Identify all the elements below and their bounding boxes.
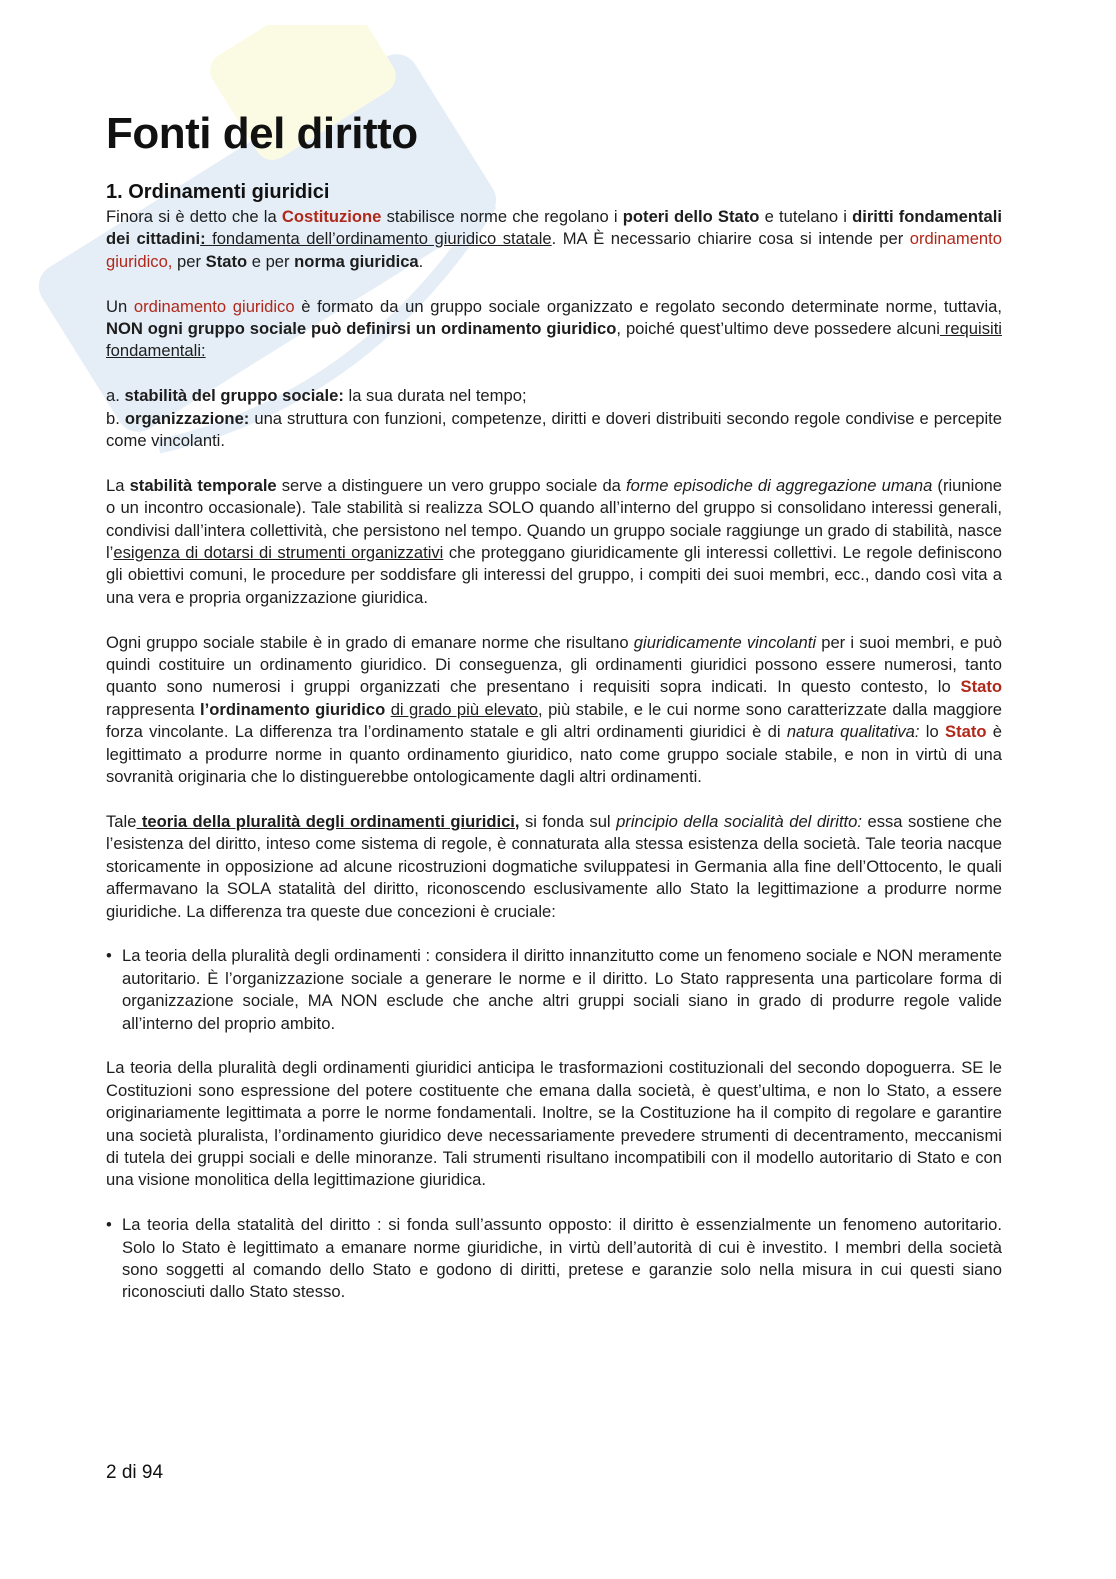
paragraph-postwar: La teoria della pluralità degli ordinamenti giuridici anticipa le trasformazioni costituzionali del secondo dopoguerra. SE le Costituzioni sono espressione del potere costituente che emana dalla società, è quest’ultima, e non lo Stato, a essere originariamente legittimata a porre le norme fondamentali. Inoltre, se la Costituzione ha il compito di regolare e garantire una società pluralista, l’ordinamento giuridico deve necessariamente prevedere strumenti di decentramento, meccanismi di tutela dei gruppi sociali e delle minoranze. Tali strumenti risultano incompatibili con il modello autoritario di Stato e con una visione monolitica della legittimazione giuridica. — [106, 1058, 1002, 1190]
paragraph-definition: Un ordinamento giuridico è formato da un gruppo sociale organizzato e regolato secondo determinate norme, tuttavia, NON ogni gruppo sociale può definirsi un ordinamento giuridico, poiché quest’ultimo deve possedere alcuni requisiti fondamentali: — [106, 296, 1003, 361]
bullet-plurality: • La teoria della pluralità degli ordinamenti : considera il diritto innanzitutto come un fenomeno sociale e NON meramente autoritario. È l’organizzazione sociale a generare le norme e il diritto. Lo Stato rappresenta una particolare forma di organizzazione sociale, MA NON esclude che anche altri gruppi sociali siano in grado di produrre regole valide all’interno del proprio ambito. — [106, 946, 1002, 1033]
bullet-statality: • La teoria della statalità del diritto : si fonda sull’assunto opposto: il diritto è essenzialmente un fenomeno autoritario. Solo lo Stato è legittimato a emanare norme giuridiche, in virtù dell’autorità di cui è investito. I membri della società sono soggetti al comando dello Stato e godono di diritti, pretese e garanzie solo nella misura in cui questi siano riconosciuti dallo Stato stesso. — [106, 1215, 1002, 1302]
paragraph-social-groups: Ogni gruppo sociale stabile è in grado di emanare norme che risultano giuridicamente vincolanti per i suoi membri, e può quindi costituire un ordinamento giuridico. Di conseguenza, gli ordinamenti giuridici possono essere numerosi, tanto quanto sono numerosi i gruppi organizzati che presentano i requisiti sopra indicati. In questo contesto, lo Stato rappresenta l’ordinamento giuridico di grado più elevato, più stabile, e le cui norme sono caratterizzate dalla maggiore forza vincolante. La differenza tra l’ordinamento statale e gli altri ordinamenti giuridici è di natura qualitativa: lo Stato è legittimato a produrre norme in quanto ordinamento giuridico, nato come gruppo sociale stabile, e non in virtù di una sovranità originaria che lo distinguerebbe ontologicamente dagli altri ordinamenti. — [106, 632, 1003, 787]
paragraph-stability: La stabilità temporale serve a distinguere un vero gruppo sociale da forme episodiche di aggregazione umana (riunione o un incontro occasionale). Tale stabilità si realizza SOLO quando all’interno del gruppo si consolidano interessi generali, condivisi dall’intera collettività, che persistono nel tempo. Quando un gruppo sociale raggiunge un grado di stabilità, nasce l’esigenza di dotarsi di strumenti organizzativi che proteggano giuridicamente gli interessi collettivi. Le regole definiscono gli obiettivi comuni, le procedure per soddisfare gli interessi del gruppo, i compiti dei suoi membri, ecc., dando così vita a una vera e propria organizzazione giuridica. — [106, 475, 1003, 607]
bullet-icon: • — [106, 946, 112, 966]
section-heading: 1. Ordinamenti giuridici — [106, 181, 330, 203]
bullet-icon: • — [106, 1215, 112, 1235]
list-item-b: b. organizzazione: una struttura con funzioni, competenze, diritti e doveri distribuiti secondo regole condivise e percepite come vincolanti. — [106, 408, 1003, 451]
list-item-a: a. stabilità del gruppo sociale: la sua durata nel tempo; — [106, 386, 527, 406]
page-title: Fonti del diritto — [106, 109, 418, 158]
page-number: 2 di 94 — [106, 1462, 164, 1483]
paragraph-plurality-theory: Tale teoria della pluralità degli ordinamenti giuridici, si fonda sul principio della socialità del diritto: essa sostiene che l’esistenza del diritto, inteso come sistema di regole, è connaturata alla stessa esistenza della società. Tale teoria nacque storicamente in opposizione ad alcune ricostruzioni dogmatiche sviluppatesi in Germania alla fine dell’Ottocento, le quali affermavano la SOLA statalità del diritto, riconoscendo esclusivamente allo Stato la legittimazione a produrre norme giuridiche. La differenza tra queste due concezioni è cruciale: — [106, 811, 1002, 921]
paragraph-intro: Finora si è detto che la Costituzione stabilisce norme che regolano i poteri dello Stato e tutelano i diritti fondamentali dei cittadini: fondamenta dell’ordinamento giuridico statale. MA È necessario chiarire cosa si intende per ordinamento giuridico, per Stato e per norma giuridica. — [106, 207, 1002, 271]
